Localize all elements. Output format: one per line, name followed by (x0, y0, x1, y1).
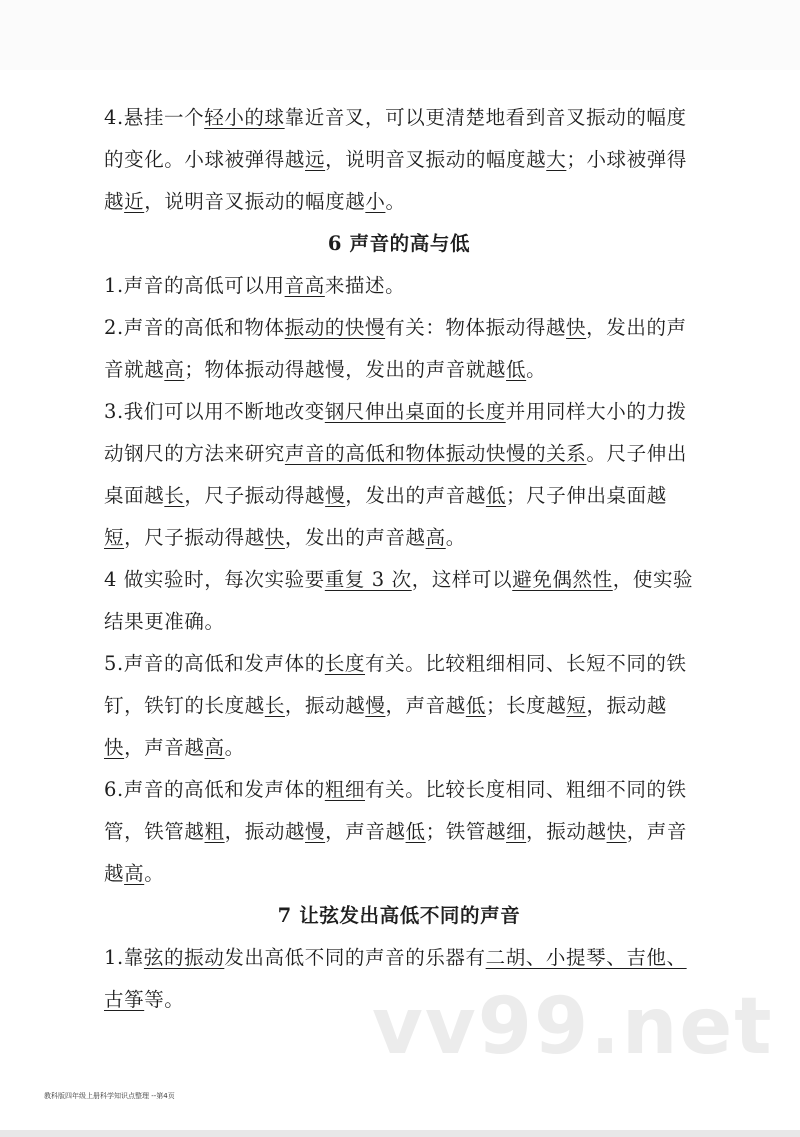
page-content (104, 97, 694, 1021)
text-segment: 。 (385, 190, 406, 213)
text-segment: ，振动越 (284, 694, 366, 717)
paragraph (104, 391, 694, 559)
text-segment: 6 声音的高与低 (327, 232, 471, 255)
text-segment: ，振动越 (586, 694, 667, 717)
underlined-answer: 快 (606, 820, 627, 843)
text-segment: 3.我们可以用不断地改变 (104, 400, 325, 423)
text-segment: ，说明音叉振动的幅度越 (325, 148, 547, 171)
underlined-answer: 粗细 (324, 778, 366, 801)
underlined-answer: 音高 (284, 274, 325, 297)
text-segment: 5.声音的高低和发声体的 (104, 652, 325, 675)
underlined-answer: 快 (104, 736, 125, 759)
text-segment: 来描述。 (324, 274, 406, 297)
text-segment: ，使实验结果更准确。 (104, 568, 694, 633)
underlined-answer: 二胡、小提琴、吉他、古筝 (104, 946, 687, 1011)
underlined-answer: 高 (204, 736, 225, 759)
underlined-answer: 弦的振动 (143, 946, 225, 969)
underlined-answer: 钢尺伸出桌面的长度 (324, 400, 506, 423)
text-segment: 4 做实验时，每次实验要 (104, 568, 325, 591)
section-heading (104, 895, 694, 937)
underlined-answer: 慢 (305, 820, 326, 843)
underlined-answer: 大 (546, 148, 567, 171)
underlined-answer: 低 (506, 358, 527, 381)
underlined-answer: 远 (305, 148, 326, 171)
watermark: vv99.net (372, 982, 774, 1072)
text-segment: ，发出的声音就越 (104, 316, 687, 381)
underlined-answer: 低 (405, 820, 426, 843)
text-segment: ，这样可以 (411, 568, 513, 591)
text-segment: ，尺子振动得越 (184, 484, 326, 507)
underlined-answer: 长 (164, 484, 185, 507)
text-segment: 靠近音叉，可以更清楚地看到音叉振动的幅度的变化。小球被弹得越 (104, 106, 687, 171)
underlined-answer: 慢 (325, 484, 346, 507)
underlined-answer: 快 (264, 526, 285, 549)
text-segment: ，声音越 (104, 820, 687, 885)
text-segment: ，振动越 (526, 820, 607, 843)
paragraph (104, 559, 694, 643)
text-segment: 有关：物体振动得越 (385, 316, 567, 339)
underlined-answer: 轻小的球 (204, 106, 285, 129)
text-segment: 并用同样大小的力拨动钢尺的方法来研究 (104, 400, 687, 465)
underlined-answer: 高 (425, 526, 446, 549)
text-segment: ，声音越 (385, 694, 466, 717)
text-segment: ；小球被弹得越 (104, 148, 687, 213)
text-segment: ，声音越 (124, 736, 205, 759)
underlined-answer: 慢 (365, 694, 386, 717)
underlined-answer: 振动的快慢 (284, 316, 386, 339)
paragraph (104, 643, 694, 769)
page-bottom-edge (0, 1130, 800, 1137)
text-segment: ，说明音叉振动的幅度越 (144, 190, 366, 213)
text-segment: ；长度越 (485, 694, 567, 717)
underlined-answer: 粗 (204, 820, 225, 843)
underlined-answer: 细 (506, 820, 527, 843)
text-segment: 6.声音的高低和发声体的 (104, 778, 325, 801)
paragraph (104, 265, 694, 307)
text-segment: 7 让弦发出高低不同的声音 (277, 904, 521, 927)
text-segment: 4.悬挂一个 (104, 106, 205, 129)
underlined-answer: 小 (365, 190, 386, 213)
underlined-answer: 快 (566, 316, 587, 339)
text-segment: ，发出的声音越 (284, 526, 426, 549)
text-segment: 。 (144, 862, 165, 885)
underlined-answer: 低 (465, 694, 486, 717)
underlined-answer: 重复 3 次 (324, 568, 412, 591)
paragraph (104, 97, 694, 223)
text-segment: 。 (224, 736, 245, 759)
page-footer: 教科版四年级上册科学知识点整理 --第4页 (44, 1092, 175, 1100)
text-segment: ；尺子伸出桌面越 (506, 484, 667, 507)
text-segment: 1.声音的高低可以用 (104, 274, 285, 297)
underlined-answer: 短 (104, 526, 125, 549)
text-segment: 2.声音的高低和物体 (104, 316, 285, 339)
text-segment: ，声音越 (325, 820, 406, 843)
underlined-answer: 低 (485, 484, 507, 507)
text-segment: 。 (526, 358, 547, 381)
text-segment: ，振动越 (224, 820, 306, 843)
text-segment: ；铁管越 (425, 820, 507, 843)
text-segment: ，尺子振动得越 (124, 526, 265, 549)
text-segment: 1.靠 (104, 946, 144, 969)
text-segment: 有关。比较长度相同、粗细不同的铁管，铁管越 (104, 778, 687, 843)
section-heading (104, 223, 694, 265)
underlined-answer: 声音的高低和物体振动快慢的关系 (284, 442, 587, 465)
text-segment: 发出高低不同的声音的乐器有 (224, 946, 486, 969)
text-segment: 。 (445, 526, 466, 549)
text-segment: 。尺子伸出桌面越 (104, 442, 687, 507)
page-top-margin (0, 0, 800, 70)
text-segment: 有关。比较粗细相同、长短不同的铁钉，铁钉的长度越 (104, 652, 687, 717)
underlined-answer: 高 (164, 358, 185, 381)
underlined-answer: 高 (124, 862, 145, 885)
text-segment: ，发出的声音越 (345, 484, 486, 507)
underlined-answer: 短 (566, 694, 587, 717)
paragraph (104, 307, 694, 391)
underlined-answer: 近 (124, 190, 145, 213)
underlined-answer: 长度 (324, 652, 366, 675)
paragraph (104, 769, 694, 895)
underlined-answer: 避免偶然性 (512, 568, 613, 591)
text-segment: 等。 (144, 988, 185, 1011)
underlined-answer: 长 (264, 694, 285, 717)
text-segment: ；物体振动得越慢，发出的声音就越 (184, 358, 507, 381)
